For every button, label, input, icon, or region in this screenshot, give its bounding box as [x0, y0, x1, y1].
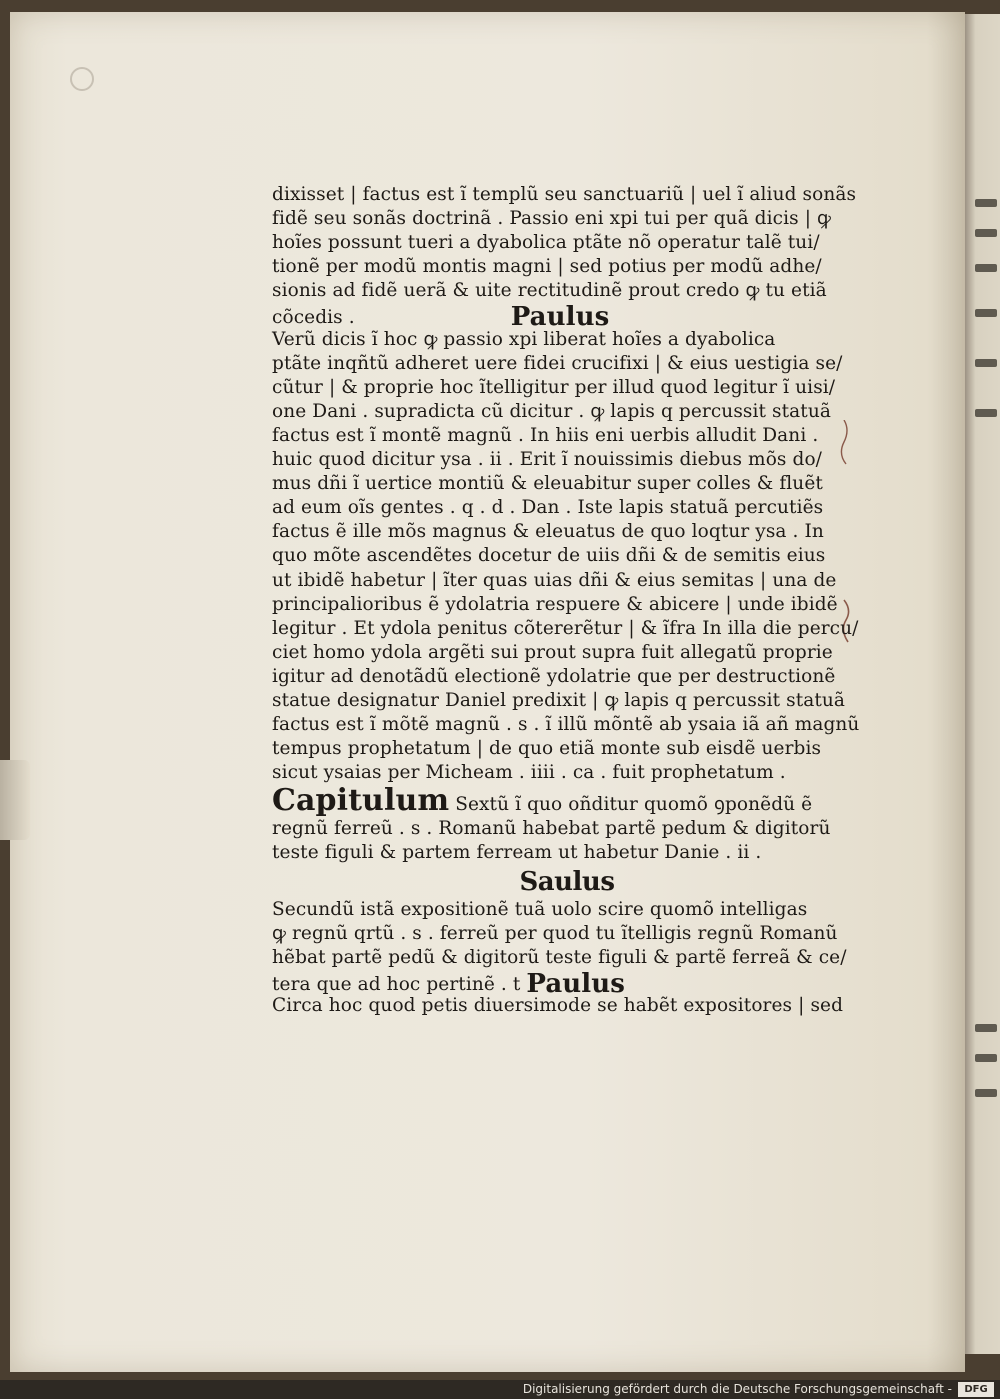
text-line: ut ibidẽ habetur | ĩter quas uias dñi & eius semitas | una de [272, 569, 837, 591]
speaker-heading-saulus: Saulus [519, 866, 615, 897]
text-line: sionis ad fidẽ uerã & uite rectitudinẽ prout credo ꝙ tu etiã [272, 280, 827, 302]
text-line: Verũ dicis ĩ hoc ꝙ passio xpi liberat hoĩes a dyabolica [272, 328, 776, 350]
dfg-logo: DFG [958, 1382, 994, 1397]
text-line: sicut ysaias per Micheam . iiii . ca . fuit prophetatum . [272, 762, 786, 784]
text-line: ciet homo ydola argẽti sui prout supra fuit allegatũ proprie [272, 641, 833, 663]
text-fragment [975, 264, 997, 272]
text-line: dixisset | factus est ĩ templũ seu sanctuariũ | uel ĩ aliud sonãs [272, 184, 857, 205]
text-fragment: Sextũ ĩ quo oñditur quomõ ꝯponẽdũ ẽ [455, 794, 813, 816]
text-line: tionẽ per modũ montis magni | sed potius per modũ adhe/ [272, 256, 822, 278]
chapter-heading-capitulum: Capitulum [272, 783, 450, 819]
text-line: statue designatur Daniel predixit | ꝙ lapis q percussit statuã [272, 689, 846, 711]
chapter-heading-line [272, 785, 842, 817]
text-fragment [975, 309, 997, 317]
text-line: factus est ĩ mõtẽ magnũ . s . ĩ illũ mõntẽ ab ysaia iã añ magnũ [272, 714, 860, 736]
text-line: teste figuli & partem ferream ut habetur Danie . ii . [272, 842, 762, 864]
text-line: igitur ad denotãdũ electionẽ ydolatrie que per destructionẽ [272, 665, 836, 687]
text-fragment [975, 229, 997, 237]
page-stain [70, 67, 94, 91]
text-line: ptãte inqñtũ adheret uere fidei crucifixi | & eius uestigia se/ [272, 352, 843, 374]
text-line: principalioribus ẽ ydolatria respuere & abicere | unde ibidẽ [272, 593, 838, 615]
text-line: quo mõte ascendẽtes docetur de uiis dñi & de semitis eius [272, 545, 826, 567]
text-line: factus est ĩ montẽ magnũ . In hiis eni uerbis alludit Dani . [272, 424, 819, 446]
text-line: regnũ ferreũ . s . Romanũ habebat partẽ pedum & digitorũ [272, 818, 831, 840]
text-fragment: cõcedis . [272, 307, 355, 329]
adjacent-page-edge [965, 14, 1000, 1354]
text-line [272, 968, 842, 999]
text-line: factus ẽ ille mõs magnus & eleuatus de quo loqtur ysa . In [272, 521, 824, 543]
text-line: huic quod dicitur ysa . ii . Erit ĩ nouissimis diebus mõs do/ [272, 449, 823, 471]
text-fragment [975, 359, 997, 367]
text-line: fidẽ seu sonãs doctrinã . Passio eni xpi tui per quã dicis | ꝙ [272, 208, 831, 230]
text-line [272, 302, 842, 333]
text-line: hẽbat partẽ pedũ & digitorũ teste figuli & partẽ ferreã & ce/ [272, 946, 847, 968]
text-line: ꝙ regnũ qrtũ . s . ferreũ per quod tu ĩtelligis regnũ Romanũ [272, 922, 838, 944]
printed-text-column [272, 183, 860, 1018]
text-line: Secundũ istã expositionẽ tuã uolo scire quomõ intelligas [272, 898, 808, 920]
page-tab-edge [0, 760, 30, 840]
text-line: hoĩes possunt tueri a dyabolica ptãte nõ operatur talẽ tui/ [272, 232, 820, 254]
speaker-heading-paulus: Paulus [526, 968, 626, 999]
text-fragment [975, 1024, 997, 1032]
text-fragment [975, 409, 997, 417]
text-fragment [975, 1054, 997, 1062]
text-line: cũtur | & proprie hoc ĩtelligitur per illud quod legitur ĩ uisi/ [272, 376, 836, 398]
text-line: ad eum oĩs gentes . q . d . Dan . Iste lapis statuã percutiẽs [272, 497, 824, 519]
speaker-heading-line [272, 866, 842, 898]
text-line: Circa hoc quod petis diuersimode se habẽt expositores | sed [272, 994, 844, 1016]
text-line: mus dñi ĩ uertice montiũ & eleuabitur super colles & fluẽt [272, 473, 823, 495]
text-line: legitur . Et ydola penitus cõtererẽtur | & ĩfra In illa die percu/ [272, 617, 859, 639]
text-line: one Dani . supradicta cũ dicitur . ꝙ lapis q percussit statuã [272, 400, 831, 422]
text-fragment [975, 1089, 997, 1097]
speaker-heading-paulus: Paulus [510, 302, 610, 333]
text-fragment: tera que ad hoc pertinẽ . t [272, 973, 521, 995]
funding-credit: Digitalisierung gefördert durch die Deutsche Forschungsgemeinschaft - [522, 1382, 952, 1396]
text-line: tempus prophetatum | de quo etiã monte sub eisdẽ uerbis [272, 738, 822, 760]
text-fragment [975, 199, 997, 207]
